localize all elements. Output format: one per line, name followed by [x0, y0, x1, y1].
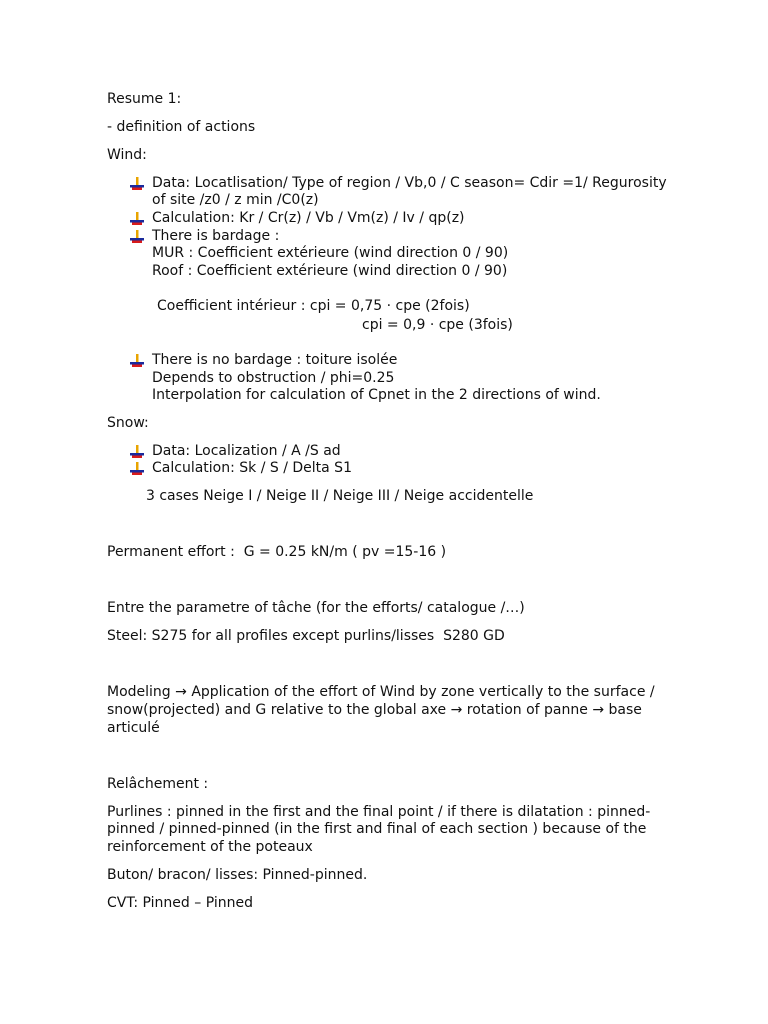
definition-line: - definition of actions — [107, 119, 256, 135]
wind-cpi-line2: cpi = 0,9 · cpe (3fois) — [362, 317, 513, 333]
cvt-line: CVT: Pinned – Pinned — [107, 895, 253, 911]
wind-roof: Roof : Coefficient extérieure (wind direction 0 / 90) — [152, 263, 508, 279]
wind-data-line1: Data: Locatlisation/ Type of region / Vb,0 / C season= Cdir =1/ Regurosity — [152, 175, 667, 191]
buton-line: Buton/ bracon/ lisses: Pinned-pinned. — [107, 867, 368, 883]
permanent-effort: Permanent effort : G = 0.25 kN/m ( pv =15-16 ) — [107, 544, 447, 560]
wind-heading: Wind: — [107, 147, 147, 163]
bullet-icon — [129, 211, 145, 227]
purlines-line3: reinforcement of the poteaux — [107, 839, 313, 855]
snow-cases: 3 cases Neige I / Neige II / Neige III / Neige accidentelle — [146, 488, 534, 504]
modeling-line3: articulé — [107, 720, 160, 736]
bullet-icon — [129, 444, 145, 460]
doc-title: Resume 1: — [107, 91, 182, 107]
wind-cpi-line1: Coefficient intérieur : cpi = 0,75 · cpe (2fois) — [157, 298, 470, 314]
modeling-line2: snow(projected) and G relative to the global axe → rotation of panne → base — [107, 702, 642, 718]
snow-heading: Snow: — [107, 415, 149, 431]
wind-obstruction: Depends to obstruction / phi=0.25 — [152, 370, 395, 386]
wind-no-bardage: There is no bardage : toiture isolée — [152, 352, 398, 368]
modeling-line1: Modeling → Application of the effort of Wind by zone vertically to the surface / — [107, 684, 655, 700]
wind-mur: MUR : Coefficient extérieure (wind direction 0 / 90) — [152, 245, 509, 261]
entre-parametre: Entre the parametre of tâche (for the efforts/ catalogue /…) — [107, 600, 525, 616]
wind-data-line2: of site /z0 / z min /C0(z) — [152, 192, 319, 208]
steel-line: Steel: S275 for all profiles except purlins/lisses S280 GD — [107, 628, 505, 644]
bullet-icon — [129, 229, 145, 245]
wind-bardage: There is bardage : — [152, 228, 280, 244]
relachement-heading: Relâchement : — [107, 776, 209, 792]
bullet-icon — [129, 176, 145, 192]
bullet-icon — [129, 461, 145, 477]
purlines-line2: pinned / pinned-pinned (in the first and final of each section ) because of the — [107, 821, 647, 837]
bullet-icon — [129, 353, 145, 369]
purlines-line1: Purlines : pinned in the first and the final point / if there is dilatation : pinned- — [107, 804, 651, 820]
wind-calculation: Calculation: Kr / Cr(z) / Vb / Vm(z) / Iv / qp(z) — [152, 210, 465, 226]
snow-calculation: Calculation: Sk / S / Delta S1 — [152, 460, 352, 476]
wind-interpolation: Interpolation for calculation of Cpnet in the 2 directions of wind. — [152, 387, 601, 403]
snow-data: Data: Localization / A /S ad — [152, 443, 341, 459]
